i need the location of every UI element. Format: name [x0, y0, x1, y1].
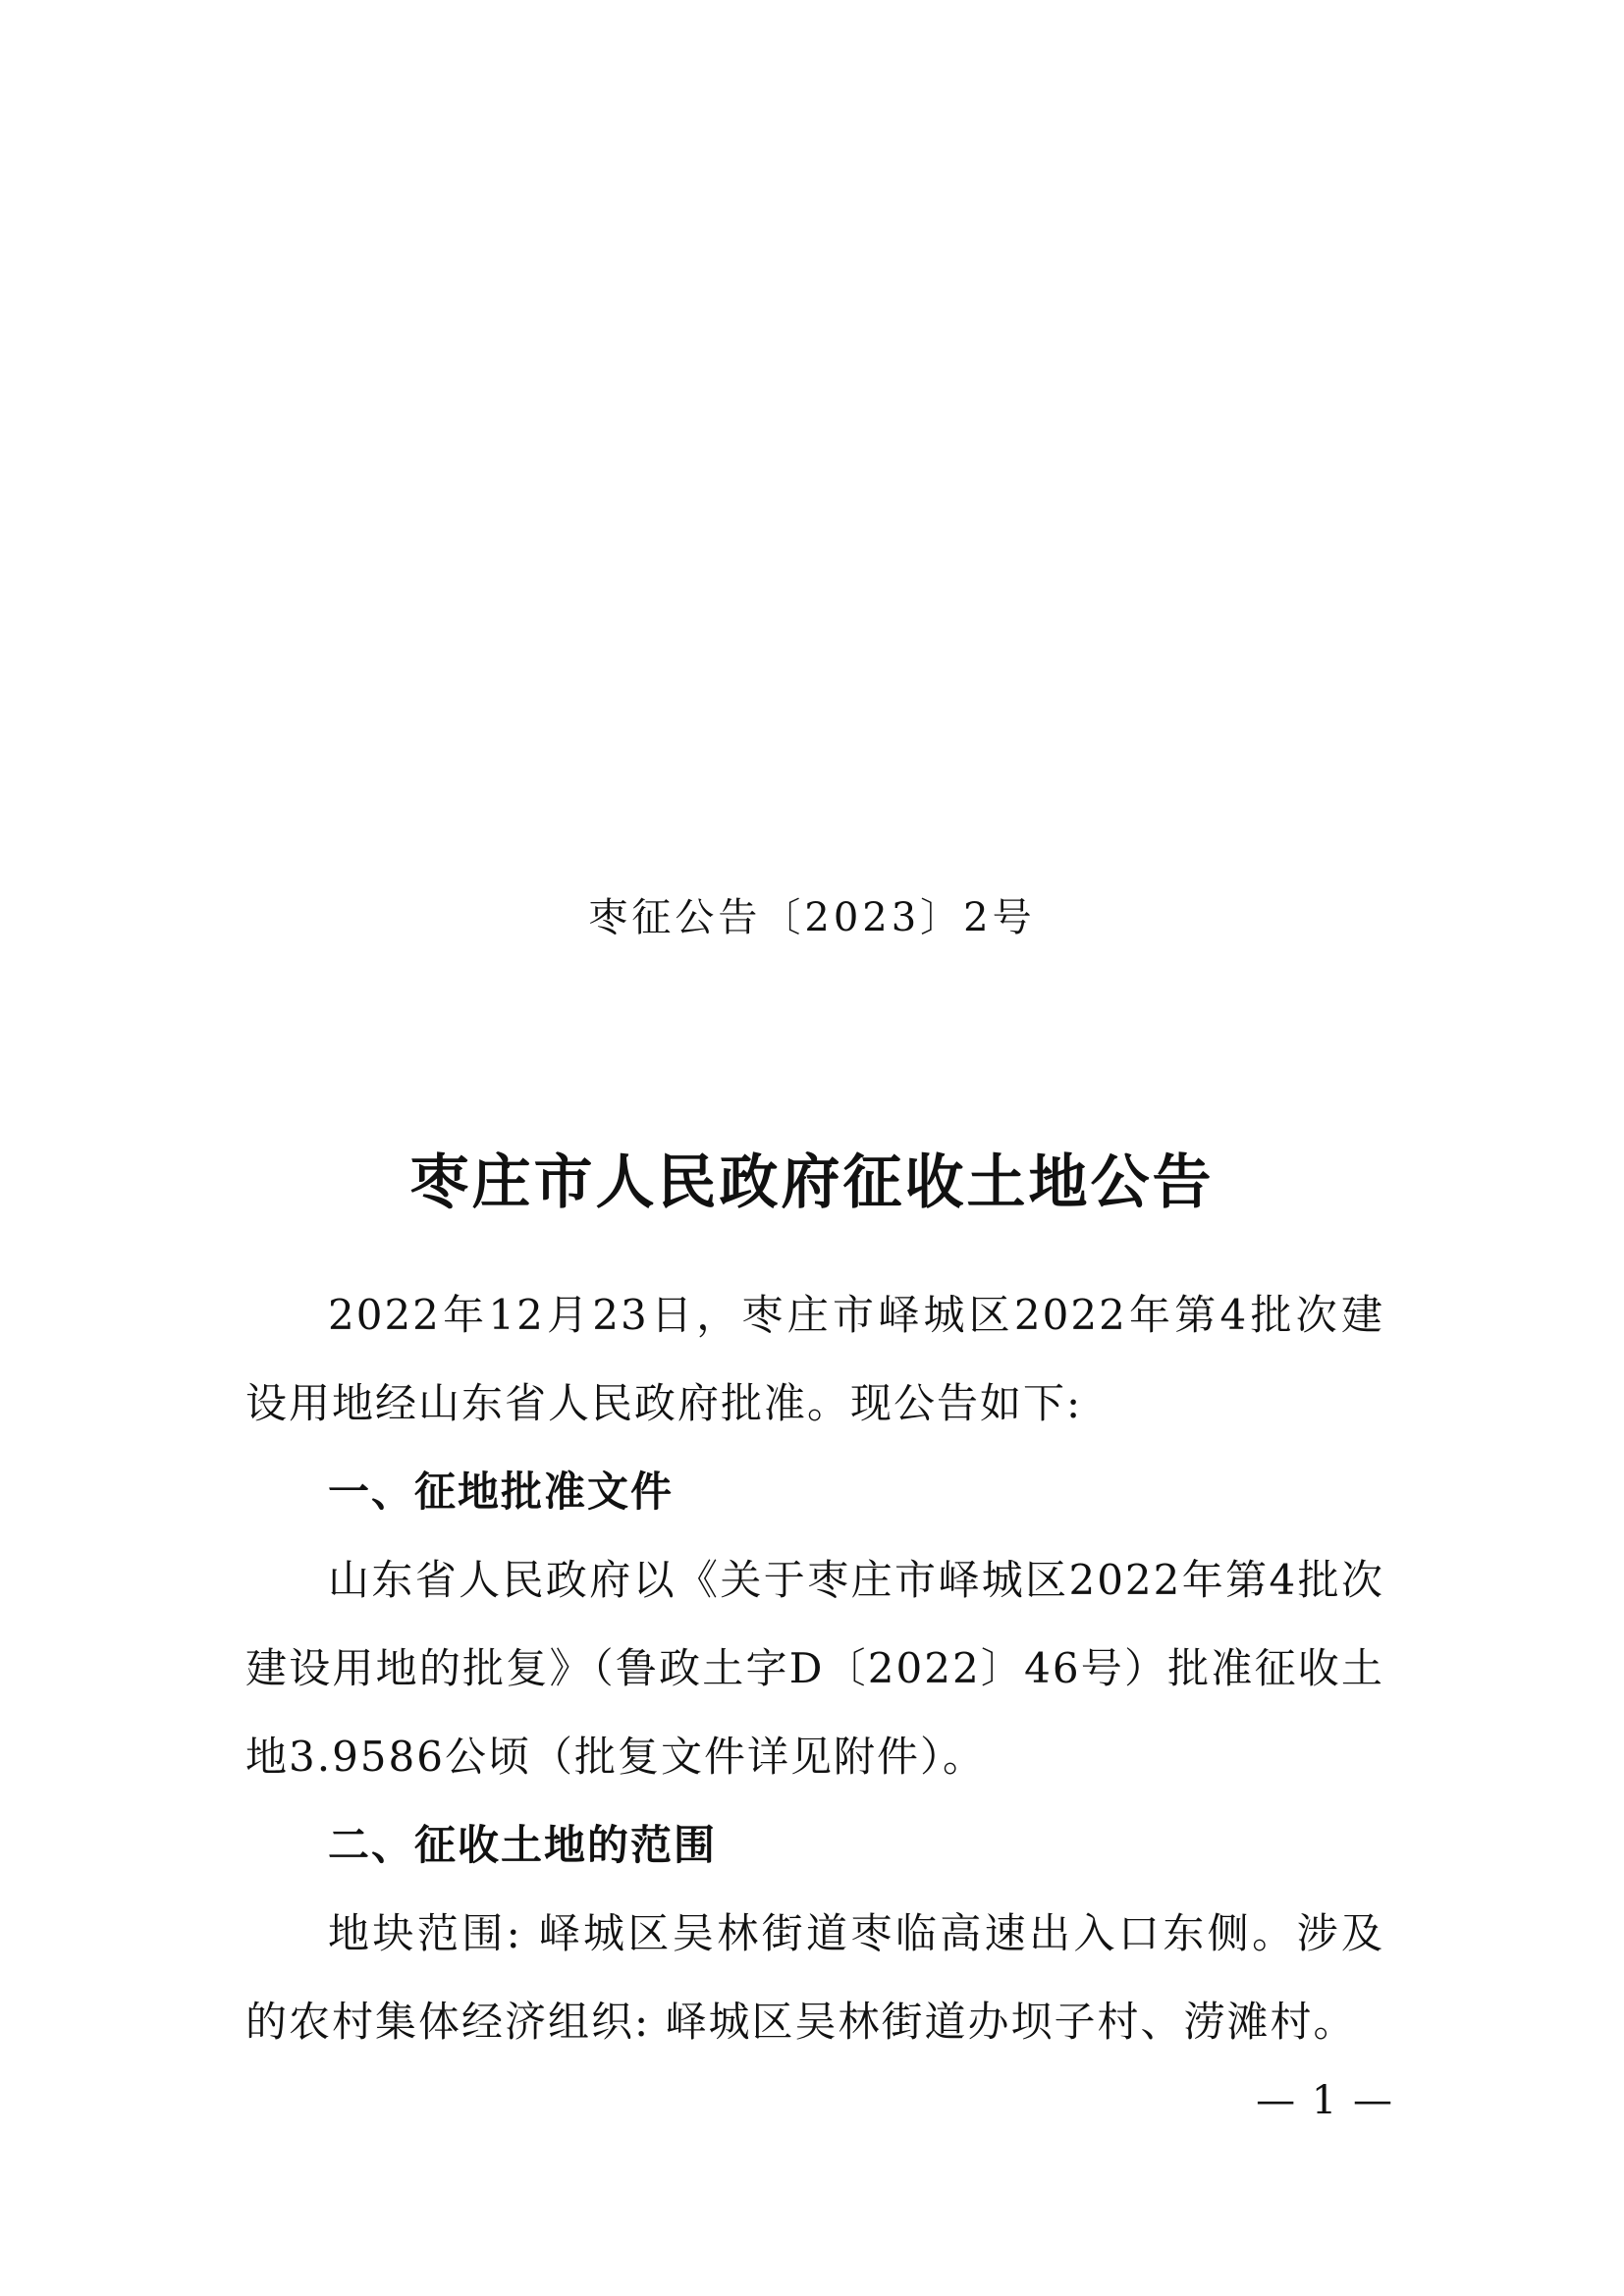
section-2-heading: 二、征收土地的范围: [328, 1821, 718, 1869]
document-title: 枣庄市人民政府征收土地公告: [409, 1148, 1215, 1217]
section-1-paragraph: 山东省人民政府以《关于枣庄市峄城区2022年第4批次建设用地的批复》（鲁政土字D〔2022〕46号）批准征收土地3.9586公顷（批复文件详见附件）。: [245, 1556, 1384, 1781]
intro-paragraph: 2022年12月23日，枣庄市峄城区2022年第4批次建设用地经山东省人民政府批准。现公告如下:: [245, 1291, 1384, 1427]
document-number: 枣征公告〔2023〕2号: [588, 895, 1036, 940]
section-1-heading: 一、征地批准文件: [328, 1468, 675, 1516]
section-2-paragraph: 地块范围: 峄城区吴林街道枣临高速出入口东侧。涉及的农村集体经济组织: 峄城区吴林街道办坝子村、涝滩村。: [245, 1909, 1384, 2046]
page-number: — 1 —: [1256, 2078, 1394, 2123]
